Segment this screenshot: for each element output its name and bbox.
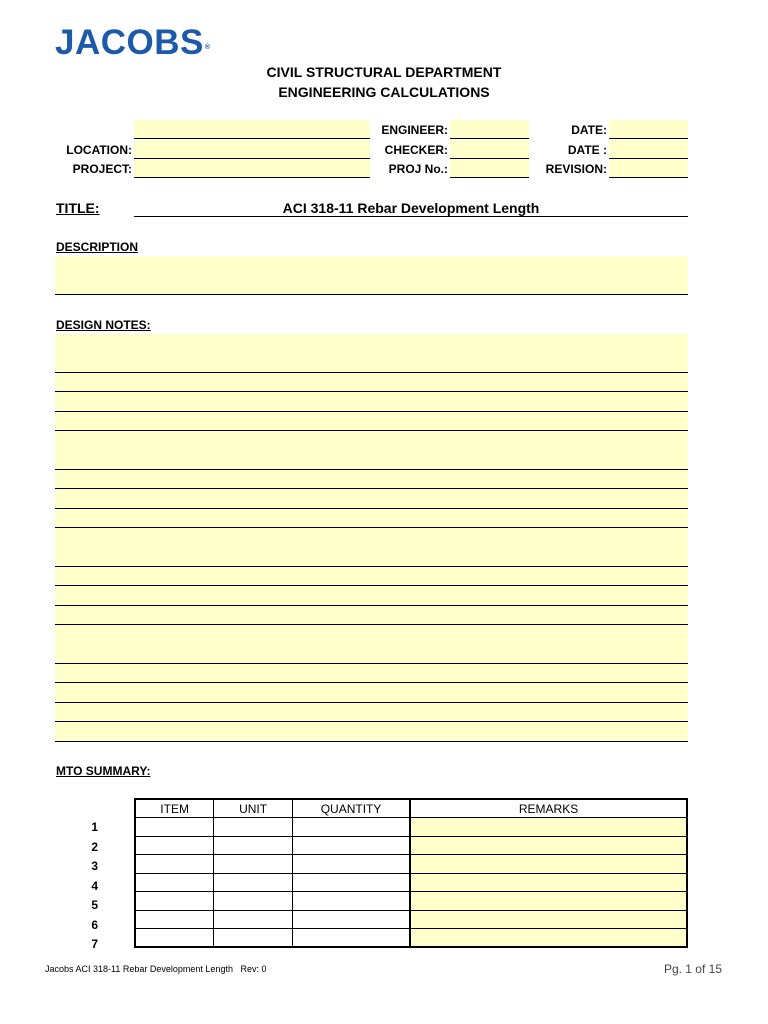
item-cell[interactable] (135, 836, 214, 855)
item-cell[interactable] (135, 929, 214, 948)
engineer-label: ENGINEER: (381, 123, 448, 137)
unit-cell[interactable] (214, 855, 293, 874)
department-title: CIVIL STRUCTURAL DEPARTMENT (266, 64, 502, 80)
remarks-cell[interactable] (410, 910, 687, 929)
checker-label: CHECKER: (384, 143, 448, 157)
design-notes-label: DESIGN NOTES: (56, 318, 151, 332)
design-note-line[interactable] (55, 606, 688, 626)
project-field[interactable] (134, 159, 370, 178)
design-note-line[interactable] (55, 470, 688, 490)
quantity-cell[interactable] (292, 873, 410, 892)
unit-cell[interactable] (214, 818, 293, 837)
design-note-line[interactable] (55, 664, 688, 684)
checker-field[interactable] (450, 140, 529, 159)
logo-text: JACOBS (55, 23, 204, 62)
check-date-label: DATE : (567, 143, 607, 157)
project-label: PROJECT: (72, 162, 132, 176)
quantity-cell[interactable] (292, 892, 410, 911)
table-row (135, 855, 687, 874)
remarks-cell[interactable] (410, 873, 687, 892)
design-note-line[interactable] (55, 722, 688, 742)
location-field[interactable] (134, 140, 370, 159)
design-note-line[interactable] (55, 683, 688, 703)
remarks-cell[interactable] (410, 929, 687, 948)
item-cell[interactable] (135, 892, 214, 911)
mto-header-item: ITEM (135, 799, 214, 818)
unit-cell[interactable] (214, 892, 293, 911)
row-number: 7 (91, 937, 98, 951)
design-note-line[interactable] (55, 334, 688, 354)
engineer-field[interactable] (450, 120, 529, 139)
quantity-cell[interactable] (292, 818, 410, 837)
table-row (135, 836, 687, 855)
title-value: ACI 318-11 Rebar Development Length (282, 200, 540, 216)
mto-summary-label: MTO SUMMARY: (56, 764, 151, 778)
unit-cell[interactable] (214, 873, 293, 892)
design-note-line[interactable] (55, 412, 688, 432)
proj-no-label: PROJ No.: (388, 162, 448, 176)
remarks-cell[interactable] (410, 892, 687, 911)
table-row (135, 873, 687, 892)
description-line[interactable] (55, 256, 688, 276)
document-subtitle: ENGINEERING CALCULATIONS (278, 84, 490, 100)
remarks-cell[interactable] (410, 855, 687, 874)
remarks-cell[interactable] (410, 818, 687, 837)
remarks-cell[interactable] (410, 836, 687, 855)
design-note-line[interactable] (55, 392, 688, 412)
design-note-line[interactable] (55, 703, 688, 723)
item-cell[interactable] (135, 873, 214, 892)
row-number: 5 (91, 898, 98, 912)
date-field[interactable] (609, 120, 688, 139)
design-note-line[interactable] (55, 567, 688, 587)
mto-header-row (135, 799, 687, 818)
date-label: DATE: (571, 123, 607, 137)
description-line[interactable] (55, 275, 688, 295)
row-number: 1 (91, 820, 98, 834)
description-label: DESCRIPTION (56, 240, 139, 254)
row-number: 4 (91, 878, 98, 893)
design-note-line[interactable] (55, 450, 688, 470)
item-cell[interactable] (135, 910, 214, 929)
quantity-cell[interactable] (292, 855, 410, 874)
table-row (135, 818, 687, 837)
footer-document-info: Jacobs ACI 318-11 Rebar Development Length Rev: 0 (45, 964, 267, 974)
proj-no-field[interactable] (450, 159, 529, 178)
page-number: Pg. 1 of 15 (663, 962, 722, 976)
design-note-line[interactable] (55, 431, 688, 451)
unit-cell[interactable] (214, 910, 293, 929)
title-label: TITLE: (56, 200, 100, 216)
jacobs-logo (55, 24, 211, 62)
unit-cell[interactable] (214, 929, 293, 948)
row-number: 2 (91, 839, 98, 854)
logo-trademark: ® (204, 44, 211, 51)
quantity-cell[interactable] (292, 929, 410, 948)
table-row (135, 892, 687, 911)
table-row (135, 910, 687, 929)
design-note-line[interactable] (55, 644, 688, 664)
quantity-cell[interactable] (292, 836, 410, 855)
design-note-line[interactable] (55, 547, 688, 567)
design-note-line[interactable] (55, 586, 688, 606)
blank-field[interactable] (134, 120, 370, 139)
table-row (135, 929, 687, 948)
item-cell[interactable] (135, 818, 214, 837)
revision-field[interactable] (609, 159, 688, 178)
design-note-line[interactable] (55, 625, 688, 645)
row-number: 3 (91, 859, 98, 873)
unit-cell[interactable] (214, 836, 293, 855)
quantity-cell[interactable] (292, 910, 410, 929)
location-label: LOCATION: (66, 143, 132, 157)
mto-header-unit: UNIT (214, 799, 293, 818)
design-note-line[interactable] (55, 489, 688, 509)
revision-label: REVISION: (545, 162, 607, 176)
item-cell[interactable] (135, 855, 214, 874)
design-note-line[interactable] (55, 353, 688, 373)
design-note-line[interactable] (55, 528, 688, 548)
mto-header-remarks: REMARKS (410, 799, 687, 818)
mto-table (134, 798, 688, 948)
mto-header-quantity: QUANTITY (292, 799, 410, 818)
design-note-line[interactable] (55, 509, 688, 529)
check-date-field[interactable] (609, 140, 688, 159)
design-note-line[interactable] (55, 373, 688, 393)
row-number: 6 (91, 917, 98, 932)
